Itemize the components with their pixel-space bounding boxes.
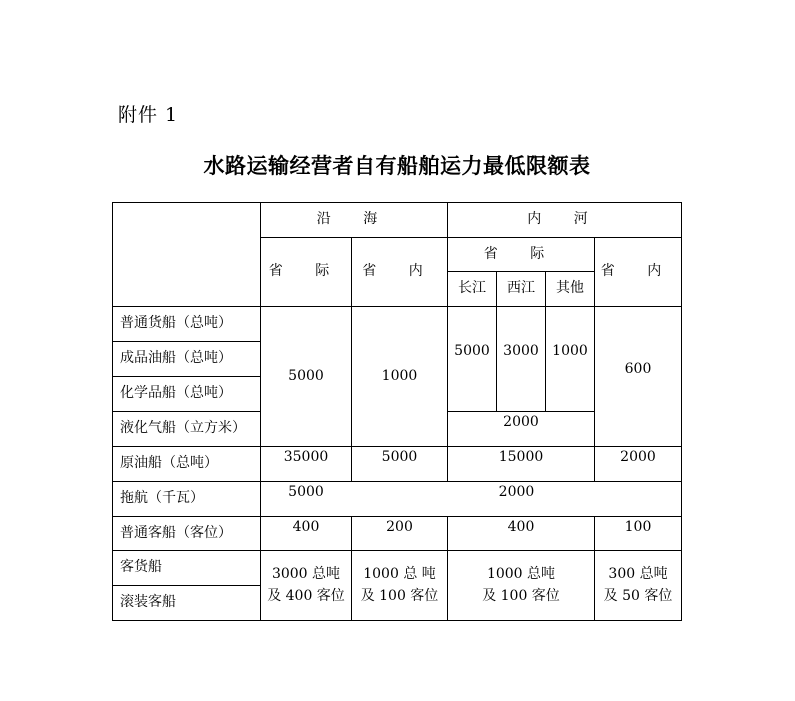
- header-xijiang: 西江: [507, 280, 535, 297]
- header-other: 其他: [556, 280, 584, 297]
- cell-ropax-coastal-intra: 1000 总 吨 及 100 客位: [360, 565, 439, 604]
- cell-crude-coastal-intra: 5000: [381, 449, 418, 466]
- cell-crude-coastal-inter: 35000: [283, 449, 329, 466]
- cell-tug-rest: 2000: [498, 484, 535, 501]
- row-label-chemical: 化学品船（总吨）: [120, 385, 232, 402]
- header-inland-inter-province: 省 际: [483, 245, 559, 262]
- row-label-ro-pax: 客货船: [120, 559, 162, 576]
- header-coastal-inter-province: 省 际: [268, 263, 344, 280]
- row-label-crude-oil: 原油船（总吨）: [120, 455, 218, 472]
- cell-crude-inland-intra: 2000: [620, 449, 656, 466]
- row-label-passenger: 普通客船（客位）: [120, 524, 232, 541]
- header-inland-intra-province: 省 内: [600, 263, 676, 280]
- cell-ropax-coastal-inter: 3000 总吨 及 400 客位: [267, 565, 345, 604]
- row-label-tug: 拖航（千瓦）: [120, 490, 204, 507]
- cell-tug-coastal-inter: 5000: [288, 484, 324, 501]
- cell-cargo-other: 1000: [552, 343, 588, 360]
- cell-passenger-coastal-intra: 200: [386, 519, 413, 536]
- attachment-label: 附件 1: [118, 104, 179, 126]
- cell-passenger-inland-intra: 100: [624, 519, 652, 536]
- cell-cargo-inland-intra: 600: [624, 361, 652, 378]
- header-inland: 内 河: [527, 211, 602, 228]
- header-coastal: 沿 海: [316, 211, 392, 228]
- cell-ropax-inland-inter: 1000 总吨 及 100 客位: [482, 565, 560, 604]
- row-label-lpg: 液化气船（立方米）: [120, 420, 246, 437]
- cell-passenger-coastal-inter: 400: [292, 519, 320, 536]
- cell-passenger-inland-inter: 400: [507, 519, 535, 536]
- page-title: 水路运输经营者自有船舶运力最低限额表: [203, 153, 591, 178]
- header-yangtze: 长江: [458, 280, 486, 297]
- row-label-ro-ro: 滚装客船: [120, 594, 176, 611]
- cell-cargo-yangtze: 5000: [454, 343, 490, 360]
- row-label-product-oil: 成品油船（总吨）: [120, 350, 232, 367]
- cell-cargo-coastal-intra: 1000: [381, 367, 418, 384]
- cell-cargo-coastal-inter: 5000: [288, 367, 324, 384]
- cell-cargo-xijiang: 3000: [503, 343, 539, 360]
- row-label-general-cargo: 普通货船（总吨）: [120, 315, 232, 332]
- header-coastal-intra-province: 省 内: [362, 263, 437, 280]
- cell-ropax-inland-intra: 300 总吨 及 50 客位: [603, 565, 673, 604]
- cell-lpg-inland-inter: 2000: [503, 414, 539, 431]
- cell-crude-inland-inter: 15000: [498, 449, 544, 466]
